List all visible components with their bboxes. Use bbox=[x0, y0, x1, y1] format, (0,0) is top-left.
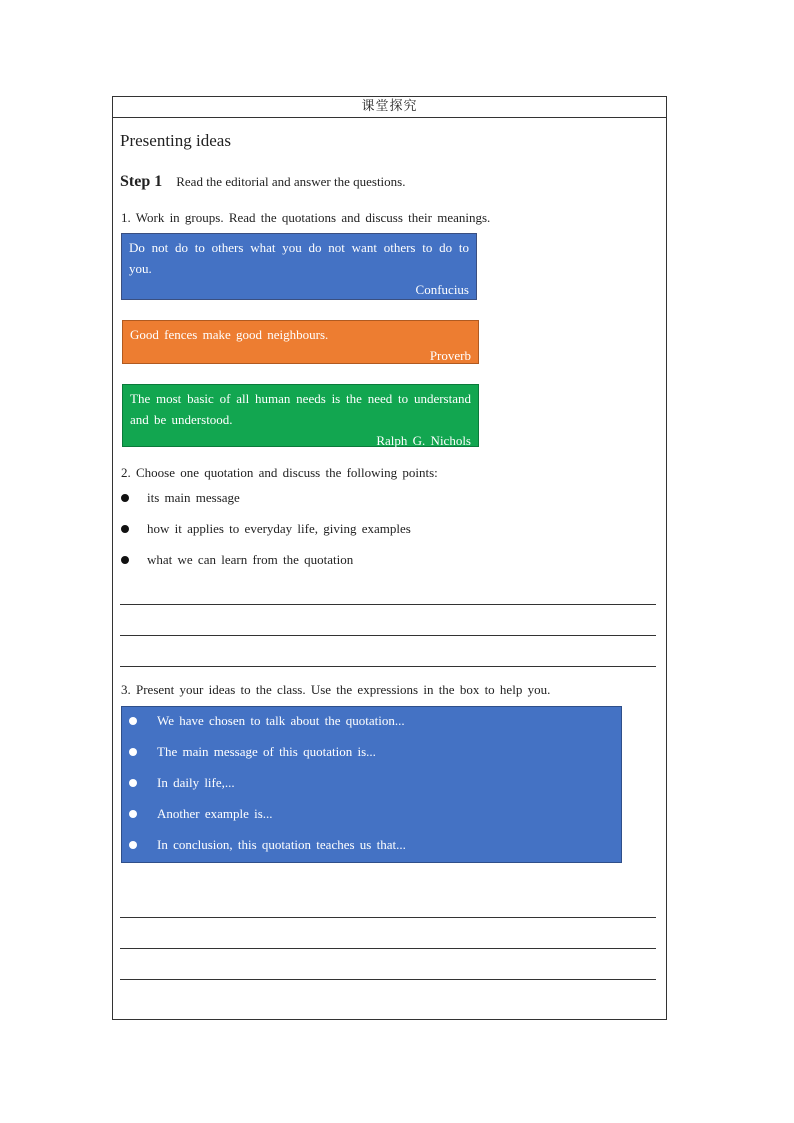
bullet-icon bbox=[129, 810, 137, 818]
quote-text: The most basic of all human needs is the need to understand and be understood. bbox=[130, 391, 471, 427]
answer-line[interactable] bbox=[120, 666, 656, 667]
header-title: 课堂探究 bbox=[113, 97, 666, 118]
answer-line[interactable] bbox=[120, 948, 656, 949]
bullet-icon bbox=[129, 779, 137, 787]
quote-text: Do not do to others what you do not want others to do to you. bbox=[129, 240, 469, 276]
bullet-icon bbox=[129, 841, 137, 849]
quote-source: Confucius bbox=[415, 282, 469, 297]
list-item: its main message bbox=[121, 490, 411, 521]
list-item: In conclusion, this quotation teaches us that... bbox=[129, 837, 621, 868]
step-line bbox=[120, 173, 405, 191]
quote-source: Proverb bbox=[429, 348, 471, 363]
question-3: 3. Present your ideas to the class. Use the expressions in the box to help you. bbox=[121, 682, 551, 697]
expressions-box bbox=[121, 706, 622, 863]
question-1: 1. Work in groups. Read the quotations and discuss their meanings. bbox=[121, 210, 491, 225]
bullet-icon bbox=[129, 748, 137, 756]
bullet-icon bbox=[121, 494, 129, 502]
list-item: The main message of this quotation is... bbox=[129, 744, 621, 775]
quote-card-proverb bbox=[122, 320, 479, 364]
question-2: 2. Choose one quotation and discuss the following points: bbox=[121, 465, 438, 480]
list-item: how it applies to everyday life, giving examples bbox=[121, 521, 411, 552]
points-list bbox=[121, 490, 411, 583]
answer-line[interactable] bbox=[120, 917, 656, 918]
quote-source: Ralph G. Nichols bbox=[376, 433, 471, 448]
answer-line[interactable] bbox=[120, 979, 656, 980]
list-item: what we can learn from the quotation bbox=[121, 552, 411, 583]
worksheet-frame bbox=[112, 96, 667, 1020]
bullet-icon bbox=[121, 556, 129, 564]
list-item: In daily life,... bbox=[129, 775, 621, 806]
quote-card-confucius bbox=[121, 233, 477, 300]
section-title: Presenting ideas bbox=[120, 131, 231, 150]
list-item: We have chosen to talk about the quotation... bbox=[129, 713, 621, 744]
quote-card-nichols bbox=[122, 384, 479, 447]
answer-line[interactable] bbox=[120, 604, 656, 605]
quote-text: Good fences make good neighbours. bbox=[130, 327, 329, 342]
step-instruction: Read the editorial and answer the questions. bbox=[176, 174, 406, 189]
step-label: Step 1 bbox=[120, 173, 163, 190]
answer-line[interactable] bbox=[120, 635, 656, 636]
list-item: Another example is... bbox=[129, 806, 621, 837]
bullet-icon bbox=[121, 525, 129, 533]
bullet-icon bbox=[129, 717, 137, 725]
